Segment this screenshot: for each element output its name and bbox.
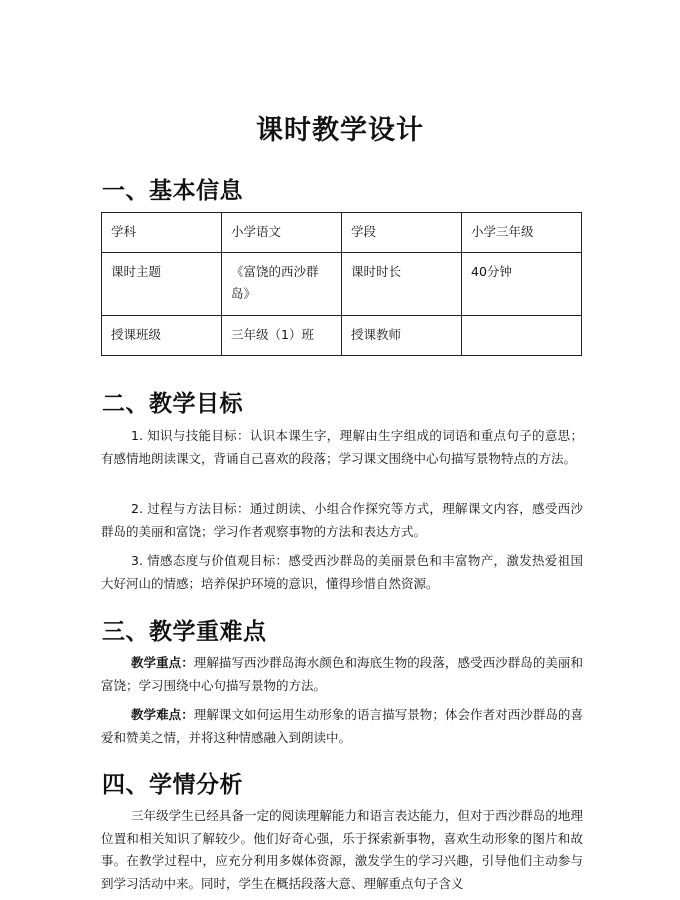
document-title: 课时教学设计 xyxy=(256,115,424,146)
table-cell xyxy=(462,316,582,356)
table-row xyxy=(102,316,582,356)
table-row xyxy=(102,213,582,253)
section-heading-analysis: 四、学情分析 xyxy=(102,772,243,798)
key-point-label: 教学重点： xyxy=(131,655,194,670)
table-cell: 《富饶的西沙群岛》 xyxy=(222,253,342,316)
table-cell: 小学三年级 xyxy=(462,213,582,253)
section-heading-key-points: 三、教学重难点 xyxy=(102,619,267,645)
objective-item: 1. 知识与技能目标：认识本课生字，理解由生字组成的词语和重点句子的意思；有感情地朗读课文，背诵自己喜欢的段落；学习课文围绕中心句描写景物特点的方法。 xyxy=(101,428,583,466)
table-cell: 授课教师 xyxy=(342,316,462,356)
basic-info-table xyxy=(101,212,582,356)
key-point-text: 理解描写西沙群岛海水颜色和海底生物的段落，感受西沙群岛的美丽和富饶；学习围绕中心句描写景物的方法。 xyxy=(101,655,583,693)
table-cell: 40分钟 xyxy=(462,253,582,316)
table-cell: 课时时长 xyxy=(342,253,462,316)
difficult-point-paragraph xyxy=(101,704,583,749)
table-cell: 小学语文 xyxy=(222,213,342,253)
table-cell: 学段 xyxy=(342,213,462,253)
difficult-point-text: 理解课文如何运用生动形象的语言描写景物；体会作者对西沙群岛的喜爱和赞美之情，并将这种情感融入到朗读中。 xyxy=(101,707,583,745)
difficult-point-label: 教学难点： xyxy=(131,707,194,722)
objective-item: 2. 过程与方法目标：通过朗读、小组合作探究等方式，理解课文内容，感受西沙群岛的美丽和富饶；学习作者观察事物的方法和表达方式。 xyxy=(101,501,583,539)
section-heading-basic-info: 一、基本信息 xyxy=(102,178,243,204)
table-cell: 课时主题 xyxy=(102,253,222,316)
table-cell: 学科 xyxy=(102,213,222,253)
table-cell: 授课班级 xyxy=(102,316,222,356)
section-heading-objectives: 二、教学目标 xyxy=(102,391,243,417)
table-cell: 三年级（1）班 xyxy=(222,316,342,356)
table-row xyxy=(102,253,582,316)
key-point-paragraph xyxy=(101,652,583,697)
objective-item: 3. 情感态度与价值观目标：感受西沙群岛的美丽景色和丰富物产，激发热爱祖国大好河山的情感；培养保护环境的意识，懂得珍惜自然资源。 xyxy=(101,553,583,591)
analysis-paragraph: 三年级学生已经具备一定的阅读理解能力和语言表达能力，但对于西沙群岛的地理位置和相关知识了解较少。他们好奇心强，乐于探索新事物，喜欢生动形象的图片和故事。在教学过程中，应充分利用多媒体资源，激发学生的学习兴趣，引导他们主动参与到学习活动中来。同时，学生在概括段落大意、理解重点句子含义 xyxy=(101,808,583,891)
